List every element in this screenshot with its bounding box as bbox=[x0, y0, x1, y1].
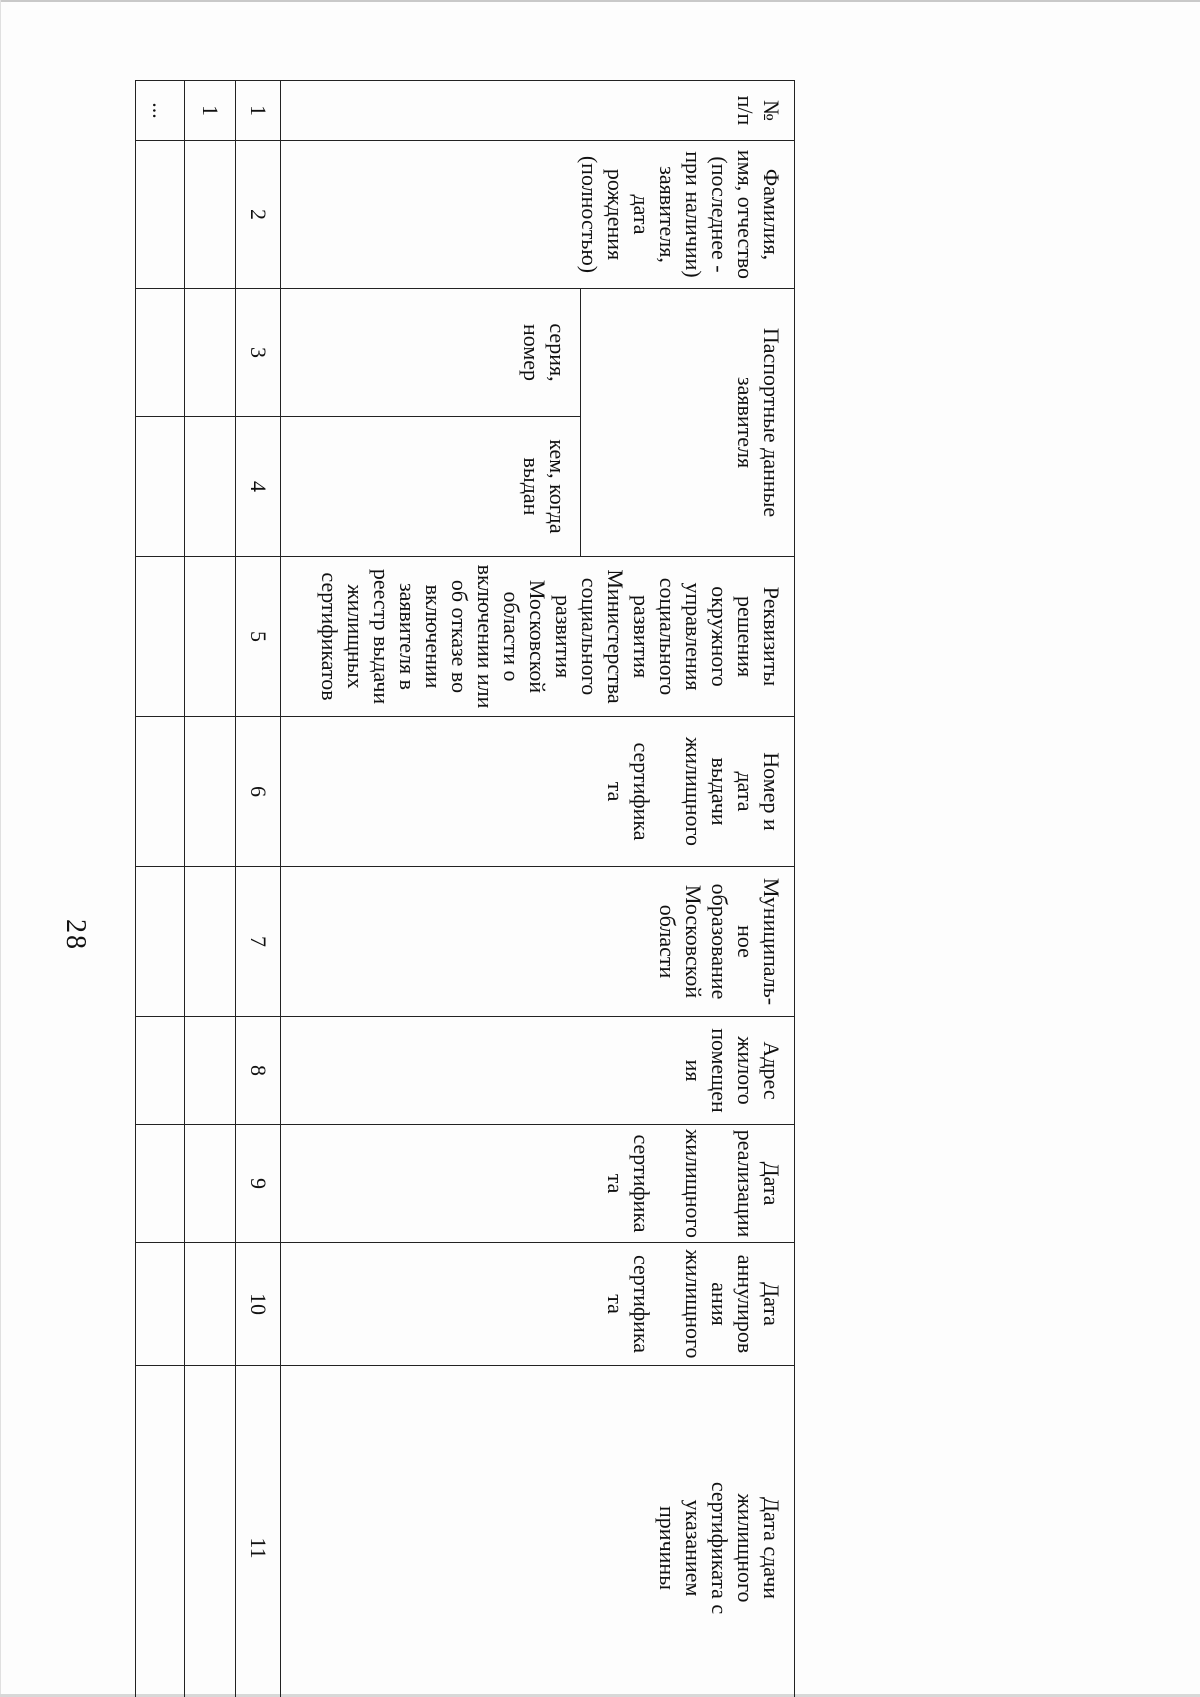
colnum-5: 5 bbox=[236, 557, 281, 717]
header-address: Адрес жилого помещен ия bbox=[280, 1017, 794, 1125]
colnum-11: 11 bbox=[236, 1366, 281, 1697]
table-cell bbox=[136, 417, 185, 557]
header-return-date: Дата сдачи жилищного сертификата с указанием причины bbox=[280, 1366, 794, 1697]
header-annulment-date: Дата аннулиров ания жилищного сертифика та bbox=[280, 1243, 794, 1366]
table-cell bbox=[185, 1366, 236, 1697]
colnum-4: 4 bbox=[236, 417, 281, 557]
colnum-6: 6 bbox=[236, 717, 281, 867]
row-number: ... bbox=[136, 81, 185, 141]
header-full-name: Фамилия, имя, отчество (последнее - при наличии) заявителя, дата рождения (полностью) bbox=[280, 141, 794, 289]
scan-edge-left bbox=[0, 0, 1, 1697]
header-realization-date: Дата реализации жилищного сертифика та bbox=[280, 1125, 794, 1243]
colnum-3: 3 bbox=[236, 289, 281, 417]
table-cell bbox=[185, 1125, 236, 1243]
table-cell bbox=[185, 289, 236, 417]
table-cell bbox=[136, 289, 185, 417]
row-number: 1 bbox=[185, 81, 236, 141]
table-cell bbox=[136, 867, 185, 1017]
header-passport-issued: кем, когда выдан bbox=[280, 417, 580, 557]
table-cell bbox=[136, 141, 185, 289]
table-cell bbox=[136, 717, 185, 867]
colnum-10: 10 bbox=[236, 1243, 281, 1366]
table-cell bbox=[136, 1017, 185, 1125]
table-cell bbox=[185, 141, 236, 289]
table-cell bbox=[185, 867, 236, 1017]
colnum-9: 9 bbox=[236, 1125, 281, 1243]
table-cell bbox=[185, 1243, 236, 1366]
colnum-2: 2 bbox=[236, 141, 281, 289]
page-number: 28 bbox=[60, 919, 91, 951]
table-cell bbox=[185, 717, 236, 867]
table-row bbox=[136, 81, 185, 1697]
colnum-7: 7 bbox=[236, 867, 281, 1017]
table-cell bbox=[136, 1125, 185, 1243]
header-passport: Паспортные данные заявителя bbox=[580, 289, 794, 557]
header-decision-details: Реквизиты решения окружного управления социального развития Министерства социального развития Московской области о включении или об отказе во включении заявителя в реестр выдачи жилищных сертификатов bbox=[280, 557, 794, 717]
table-cell bbox=[185, 557, 236, 717]
table-cell bbox=[185, 417, 236, 557]
header-passport-series: серия, номер bbox=[280, 289, 580, 417]
table-row bbox=[185, 81, 236, 1697]
scan-edge-top bbox=[0, 0, 1200, 2]
header-municipality: Муниципаль- ное образование Московской области bbox=[280, 867, 794, 1017]
header-certificate-number-date: Номер и дата выдачи жилищного сертифика та bbox=[280, 717, 794, 867]
table-cell bbox=[136, 1366, 185, 1697]
column-number-row bbox=[236, 81, 281, 1697]
colnum-1: 1 bbox=[236, 81, 281, 141]
colnum-8: 8 bbox=[236, 1017, 281, 1125]
register-table-rotated bbox=[135, 80, 795, 1697]
table-cell bbox=[185, 1017, 236, 1125]
register-table bbox=[135, 80, 795, 1697]
table-cell bbox=[136, 557, 185, 717]
table-cell bbox=[136, 1243, 185, 1366]
header-number: № п/п bbox=[280, 81, 794, 141]
